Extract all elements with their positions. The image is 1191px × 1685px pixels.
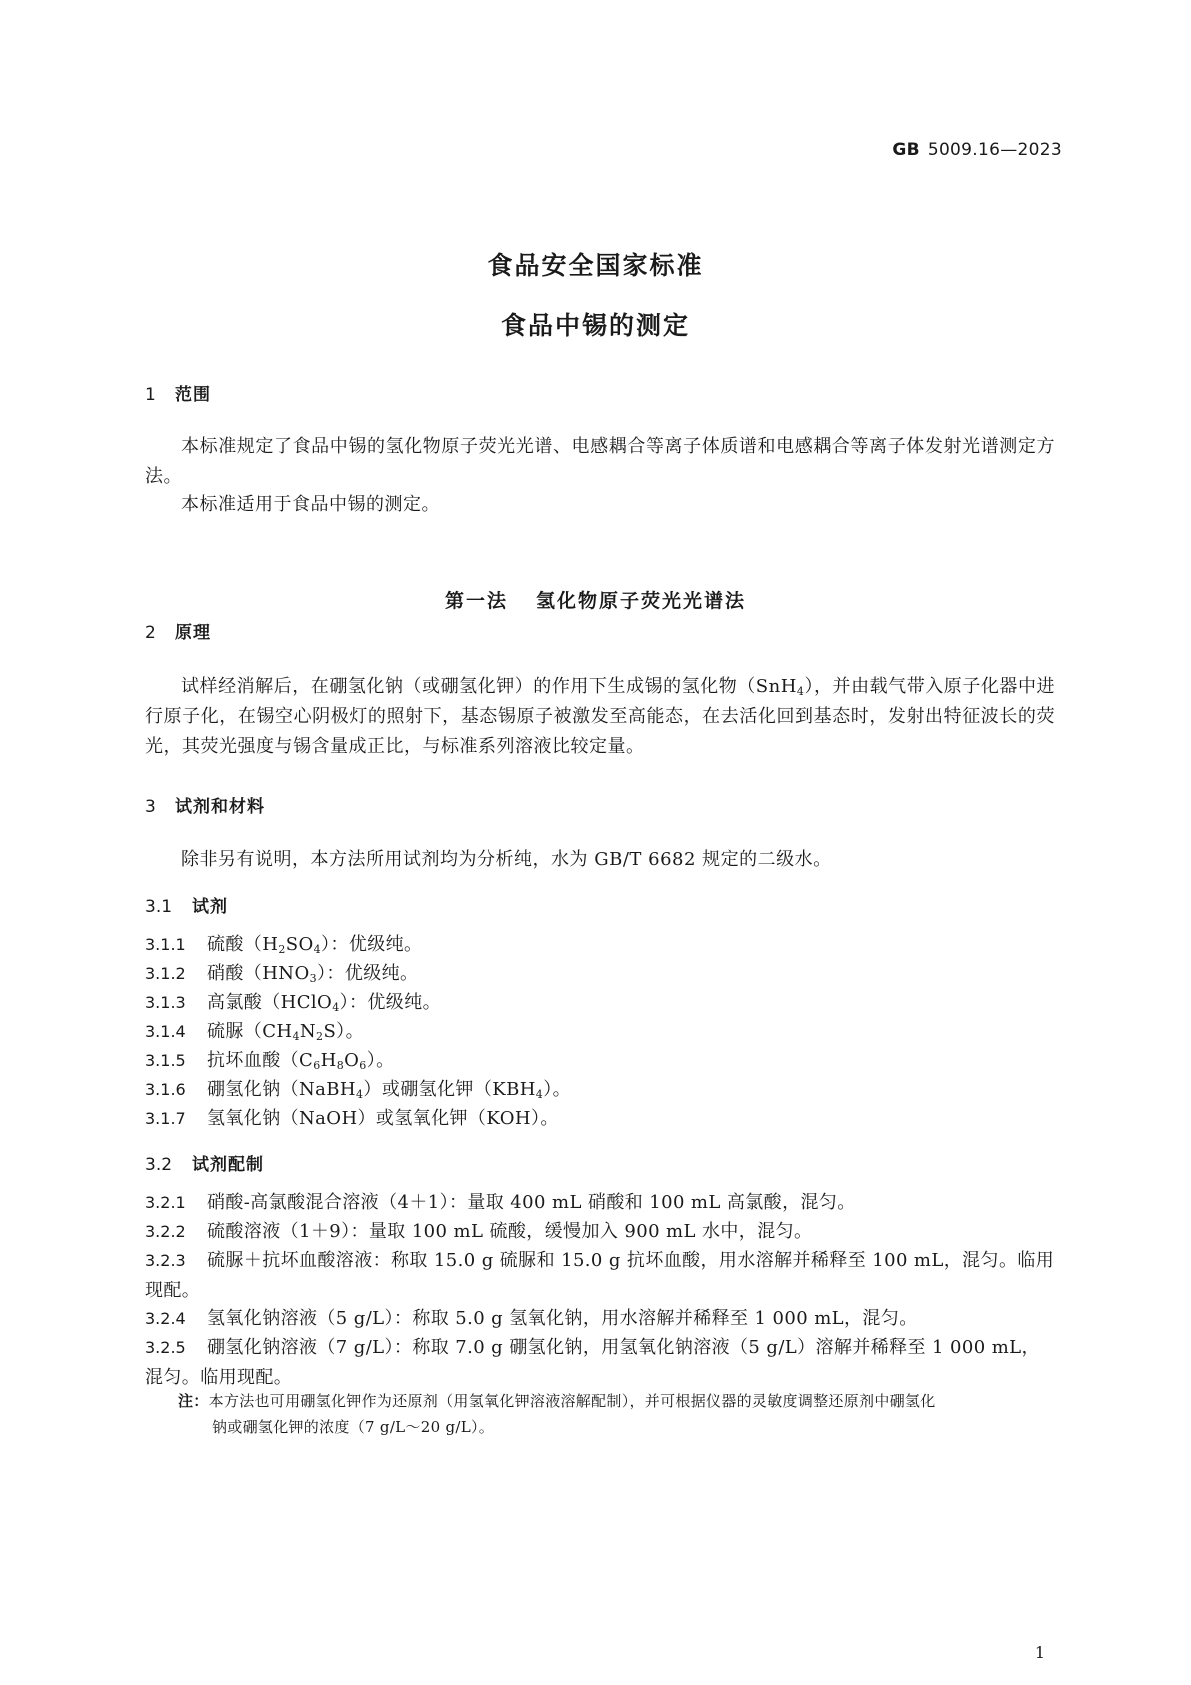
- subsection-number: 3.1: [145, 897, 173, 917]
- reagent-item: 3.1.3 高氯酸（HClO$_4$）：优级纯。: [145, 992, 441, 1014]
- section-title: 范围: [175, 385, 211, 405]
- section-title: 原理: [175, 623, 211, 643]
- section-number: 2: [145, 623, 157, 643]
- subsection-number: 3.2: [145, 1155, 173, 1175]
- note-label: 注：: [178, 1392, 209, 1410]
- standard-prefix: GB: [892, 140, 920, 160]
- preparation-item: 3.2.2 硫酸溶液（1＋9）：量取 100 mL 硫酸，缓慢加入 900 mL 水中，混匀。: [145, 1221, 813, 1242]
- preparation-item: 3.2.1 硝酸-高氯酸混合溶液（4＋1）：量取 400 mL 硝酸和 100 mL 高氯酸，混匀。: [145, 1192, 856, 1213]
- note-line-1: 本方法也可用硼氢化钾作为还原剂（用氢氧化钾溶液溶解配制），并可根据仪器的灵敏度调整还原剂中硼氢化: [208, 1392, 936, 1410]
- section-number: 1: [145, 385, 157, 405]
- scope-paragraph-1: 本标准规定了食品中锡的氢化物原子荧光光谱、电感耦合等离子体质谱和电感耦合等离子体发射光谱测定方法。: [145, 436, 1055, 487]
- subsection-title: 试剂: [192, 897, 228, 917]
- preparation-item: 3.2.5 硼氢化钠溶液（7 g/L）：称取 7.0 g 硼氢化钠，用氢氧化钠溶液（5 g/L）溶解并稀释至 1 000 mL，混匀。临用现配。: [145, 1337, 1040, 1388]
- preparation-item: 3.2.3 硫脲＋抗坏血酸溶液：称取 15.0 g 硫脲和 15.0 g 抗坏血酸，用水溶解并稀释至 100 mL，混匀。临用现配。: [145, 1250, 1055, 1301]
- reagent-item: 3.1.4 硫脲$(CH_4N_2S)$。: [145, 1021, 364, 1043]
- reagent-item: 3.1.2 硝酸$(HNO_3)$：优级纯。: [145, 963, 419, 985]
- page-number: 1: [1034, 1643, 1045, 1662]
- standard-number: 5009.16—2023: [927, 140, 1062, 160]
- note: [178, 1388, 1054, 1440]
- reagent-item: 3.1.7 氢氧化钠（NaOH）或氢氧化钾（KOH）。: [145, 1108, 559, 1129]
- subsection-3-1-heading: [145, 892, 228, 917]
- section-3-heading: [145, 792, 265, 817]
- reagent-item: 3.1.6 硼氢化钠（NaBH$_4$）或硼氢化钾$(KBH_4)$。: [145, 1079, 572, 1101]
- method-1-heading: [0, 586, 1191, 613]
- method-name: 氢化物原子荧光光谱法: [536, 590, 747, 612]
- section-1-heading: [145, 380, 211, 405]
- section-number: 3: [145, 797, 157, 817]
- standard-code: [892, 140, 1062, 160]
- section-title: 试剂和材料: [175, 797, 265, 817]
- reagent-item: 3.1.5 抗坏血酸$(C_6H_8O_6)$。: [145, 1050, 395, 1072]
- method-label: 第一法: [444, 590, 508, 612]
- preparation-item: 3.2.4 氢氧化钠溶液（5 g/L）：称取 5.0 g 氢氧化钠，用水溶解并稀释至 1 000 mL，混匀。: [145, 1308, 918, 1329]
- scope-paragraph-2: 本标准适用于食品中锡的测定。: [181, 494, 440, 515]
- note-line-2: 钠或硼氢化钾的浓度（7 g/L～20 g/L）。: [212, 1418, 495, 1436]
- main-title: 食品安全国家标准: [487, 251, 704, 280]
- subsection-3-2-heading: [145, 1150, 264, 1175]
- sub-title: 食品中锡的测定: [500, 311, 690, 340]
- reagent-item: 3.1.1 硫酸$(H_2SO_4)$：优级纯。: [145, 934, 423, 956]
- principle-paragraph: 试样经消解后，在硼氢化钠（或硼氢化钾）的作用下生成锡的氢化物（SnH$_4$），并由载气带入原子化器中进行原子化，在锡空心阴极灯的照射下，基态锡原子被激发至高能态，在去活化回到基态时，发射出特征波长的荧光，其荧光强度与锡含量成正比，与标准系列溶液比较定量。: [145, 676, 1056, 757]
- section-2-heading: [145, 618, 211, 643]
- reagents-intro: 除非另有说明，本方法所用试剂均为分析纯，水为 GB/T 6682 规定的二级水。: [181, 849, 832, 870]
- subsection-title: 试剂配制: [192, 1155, 264, 1175]
